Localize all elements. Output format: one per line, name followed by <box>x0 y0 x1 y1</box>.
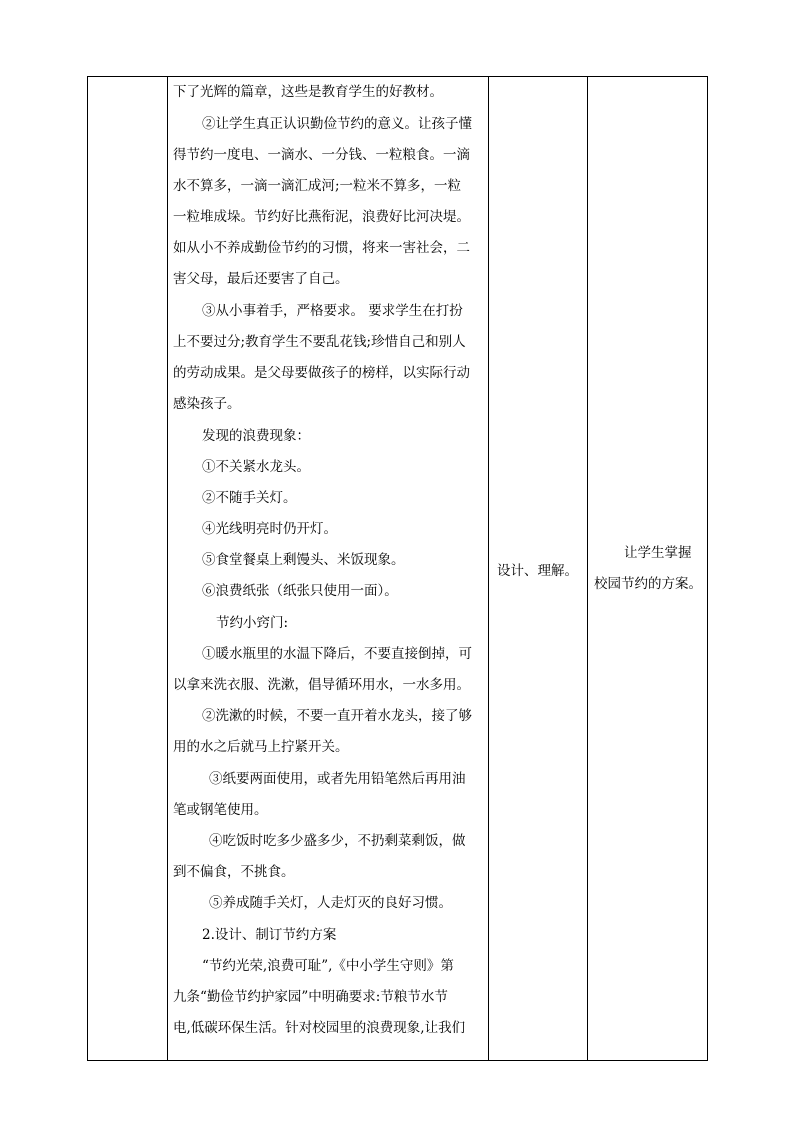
content-line: ④光线明亮时仍开灯。 <box>202 521 337 537</box>
content-text-block <box>168 77 488 1060</box>
content-cell <box>168 77 489 1061</box>
content-line: 电,低碳环保生活。针对校园里的浪费现象,让我们 <box>173 1020 466 1036</box>
content-line: 如从小不养成勤俭节约的习惯，将来一害社会，二 <box>173 240 470 256</box>
content-line: ①暖水瓶里的水温下降后，不要直接倒掉，可 <box>202 646 472 662</box>
content-line: 到不偏食，不挑食。 <box>173 864 295 880</box>
purpose-line-1: 让学生掌握 <box>624 544 692 561</box>
content-line: 害父母，最后还要害了自己。 <box>173 271 349 287</box>
purpose-line-2: 校园节约的方案。 <box>594 575 702 592</box>
content-line: 以拿来洗衣服、洗漱，倡导循环用水，一水多用。 <box>173 677 470 693</box>
content-line: ⑤食堂餐桌上剩馒头、米饭现象。 <box>202 552 405 568</box>
content-line: “节约光荣,浪费可耻”,《中小学生守则》第 <box>202 958 454 974</box>
content-line: 笔或钢笔使用。 <box>173 802 268 818</box>
content-line: 2.设计、制订节约方案 <box>202 927 337 943</box>
content-line: 一粒堆成垛。节约好比燕衔泥，浪费好比河决堤。 <box>173 209 470 225</box>
content-line: 下了光辉的篇章，这些是教育学生的好教材。 <box>173 84 443 100</box>
purpose-text <box>588 538 707 600</box>
content-line: ②不随手关灯。 <box>202 490 297 506</box>
content-line: 得节约一度电、一滴水、一分钱、一粒粮食。一滴 <box>173 147 470 163</box>
content-line: 用的水之后就马上拧紧开关。 <box>173 739 349 755</box>
activity-cell <box>489 77 588 1061</box>
content-line: 的劳动成果。是父母要做孩子的榜样，以实际行动 <box>173 365 470 381</box>
content-line: ⑥浪费纸张（纸张只使用一面）。 <box>202 583 398 599</box>
content-line: ④吃饭时吃多少盛多少，不扔剩菜剩饭，做 <box>209 833 466 849</box>
content-line: 发现的浪费现象： <box>202 428 310 444</box>
content-line: ⑤养成随手关灯，人走灯灭的良好习惯。 <box>209 895 452 911</box>
content-line: ①不关紧水龙头。 <box>202 459 310 475</box>
purpose-cell <box>588 77 708 1061</box>
content-line: ②让学生真正认识勤俭节约的意义。让孩子懂 <box>202 116 472 132</box>
content-line: 节约小窍门: <box>216 615 289 631</box>
activity-text: 设计、理解。 <box>497 562 578 579</box>
content-line: 感染孩子。 <box>173 396 241 412</box>
content-line: ③从小事着手，严格要求。 要求学生在打扮 <box>202 303 463 319</box>
content-line: ③纸要两面使用，或者先用铅笔然后再用油 <box>209 771 466 787</box>
content-line: 水不算多，一滴一滴汇成河;一粒米不算多，一粒 <box>173 178 462 194</box>
empty-column-cell <box>88 77 168 1061</box>
content-line: 九条“勤俭节约护家园”中明确要求:节粮节水节 <box>173 989 448 1005</box>
content-line: 上不要过分;教育学生不要乱花钱;珍惜自己和别人 <box>173 334 466 350</box>
lesson-plan-table <box>87 76 708 1061</box>
content-line: ②洗漱的时候，不要一直开着水龙头，接了够 <box>202 708 472 724</box>
